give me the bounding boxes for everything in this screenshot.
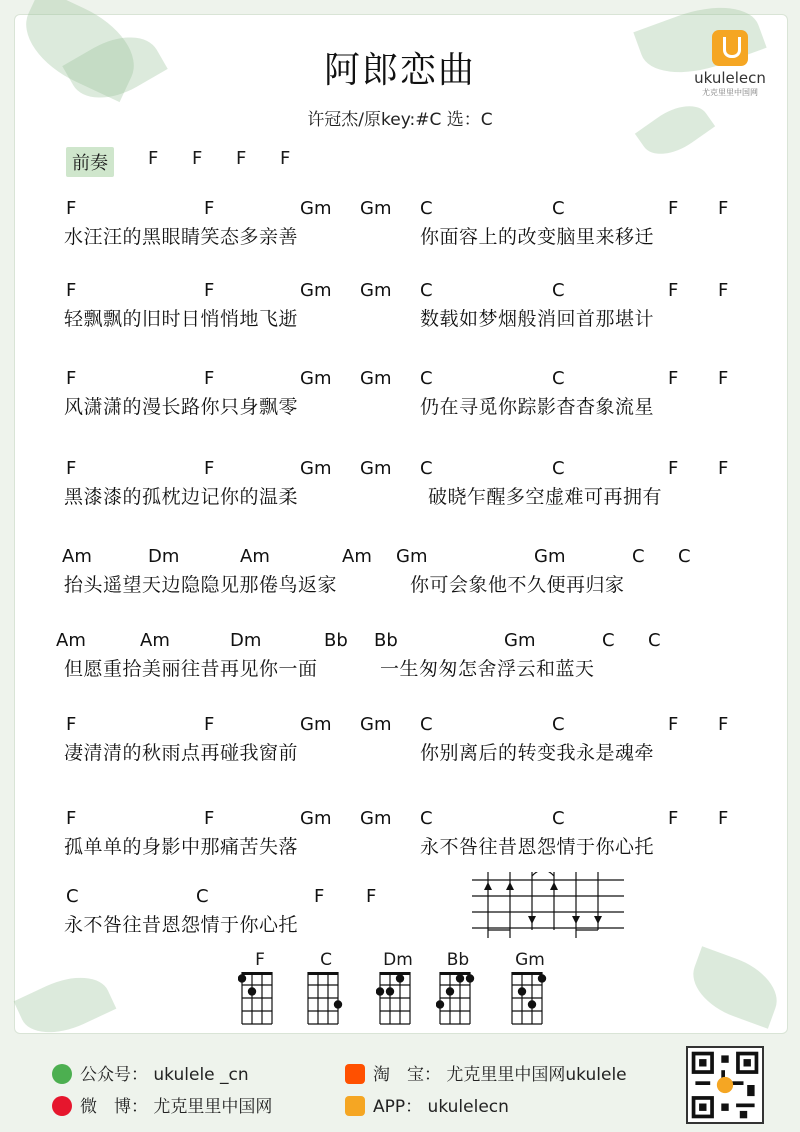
chord-label: F [66, 458, 77, 479]
lyric-right: 你面容上的改变脑里来移迁 [420, 226, 655, 248]
lyric-left: 抬头遥望天边隐隐见那倦鸟返家 [64, 574, 338, 596]
chord-label: C [552, 368, 565, 389]
chord-label: C [420, 714, 433, 735]
intro-chord: F [280, 148, 291, 169]
taobao-value: 尤克里里中国网ukulele [446, 1065, 627, 1085]
brand-logo[interactable] [690, 30, 770, 98]
chord-label: C [66, 886, 79, 907]
taobao-label: 淘 宝： [373, 1065, 441, 1085]
lyric-right: 一生匆匆怎舍浮云和蓝天 [380, 658, 595, 680]
finger-dot [466, 974, 474, 982]
fretboard [238, 970, 278, 1026]
wechat-icon [52, 1064, 72, 1084]
footer-app[interactable] [345, 1092, 509, 1117]
chord-label: C [552, 458, 565, 479]
lyric-right: 永不咎往昔恩怨情于你心托 [420, 836, 655, 858]
chord-label: C [632, 546, 645, 567]
finger-dot [528, 1000, 536, 1008]
ukulele-logo-icon [712, 30, 748, 66]
chord-label: F [66, 714, 77, 735]
chord-label: C [420, 368, 433, 389]
footer-wechat[interactable] [52, 1060, 249, 1085]
logo-subtitle: 尤克里里中国网 [702, 88, 758, 97]
finger-dot [334, 1000, 342, 1008]
chord-label: C [552, 714, 565, 735]
chord-label: F [204, 458, 215, 479]
chord-diagram-name: Dm [383, 950, 413, 970]
chord-label: Dm [230, 630, 262, 651]
chord-label: Gm [504, 630, 536, 651]
intro-chord: F [236, 148, 247, 169]
chord-label: Gm [360, 280, 392, 301]
finger-dot [538, 974, 546, 982]
chord-label: F [66, 368, 77, 389]
qr-code[interactable] [686, 1046, 764, 1124]
chord-label: F [66, 198, 77, 219]
finger-dot [518, 987, 526, 995]
app-value: ukulelecn [427, 1097, 509, 1117]
lyric-left: 轻飘飘的旧时日悄悄地飞逝 [64, 308, 299, 330]
chord-label: C [420, 808, 433, 829]
intro-chord: F [192, 148, 203, 169]
chord-label: Gm [300, 808, 332, 829]
chord-label: F [668, 714, 679, 735]
app-icon [345, 1096, 365, 1116]
fretboard [436, 970, 476, 1026]
chord-label: C [678, 546, 691, 567]
lyric-right: 你别离后的转变我永是魂牵 [420, 742, 655, 764]
chord-label: C [420, 280, 433, 301]
chord-label: F [204, 808, 215, 829]
song-title: 阿郎恋曲 [323, 50, 476, 91]
chord-diagram [436, 950, 480, 1030]
lyric-right: 破晓乍醒多空虚难可再拥有 [428, 486, 663, 508]
chord-label: Gm [300, 198, 332, 219]
intro-label: 前奏 [66, 147, 114, 177]
lyric-left: 但愿重拾美丽往昔再见你一面 [64, 658, 318, 680]
finger-dot [456, 974, 464, 982]
chord-label: F [718, 808, 729, 829]
wechat-value: ukulele _cn [153, 1065, 249, 1085]
chord-label: F [668, 280, 679, 301]
fretboard [508, 970, 548, 1026]
chord-label: Bb [374, 630, 398, 651]
app-label: APP： [373, 1097, 423, 1117]
finger-dot [248, 987, 256, 995]
chord-label: Gm [396, 546, 428, 567]
logo-name: ukulelecn [694, 69, 766, 87]
lyric-left: 黑漆漆的孤枕边记你的温柔 [64, 486, 299, 508]
finger-dot [436, 1000, 444, 1008]
chord-label: C [552, 280, 565, 301]
chord-label: F [66, 280, 77, 301]
chord-label: Am [342, 546, 372, 567]
fretboard [304, 970, 344, 1026]
chord-label: F [718, 458, 729, 479]
chord-label: F [66, 808, 77, 829]
chord-diagram [376, 950, 420, 1030]
chord-label: F [668, 368, 679, 389]
wechat-label: 公众号： [80, 1065, 148, 1085]
chord-label: Am [56, 630, 86, 651]
strumming-pattern [472, 872, 624, 940]
lyric-left: 永不咎往昔恩怨情于你心托 [64, 914, 299, 936]
lyric-left: 孤单单的身影中那痛苦失落 [64, 836, 299, 858]
chord-diagram-name: F [255, 950, 265, 970]
finger-dot [238, 974, 246, 982]
chord-diagram-name: C [320, 950, 332, 970]
lyric-left: 凄清清的秋雨点再碰我窗前 [64, 742, 299, 764]
chord-label: Gm [300, 458, 332, 479]
chord-label: F [668, 808, 679, 829]
taobao-icon [345, 1064, 365, 1084]
chord-label: Gm [360, 368, 392, 389]
finger-dot [386, 987, 394, 995]
chord-label: Am [240, 546, 270, 567]
chord-label: C [648, 630, 661, 651]
chord-label: F [204, 368, 215, 389]
chord-label: Gm [534, 546, 566, 567]
chord-label: Gm [360, 198, 392, 219]
chord-label: Gm [360, 808, 392, 829]
footer-taobao[interactable] [345, 1060, 627, 1085]
lyric-right: 仍在寻觅你踪影杳杳象流星 [420, 396, 655, 418]
weibo-value: 尤克里里中国网 [153, 1097, 273, 1117]
lyric-right: 数载如梦烟般消回首那堪计 [420, 308, 655, 330]
chord-label: F [204, 198, 215, 219]
sheet-background [14, 14, 788, 1034]
chord-label: Gm [360, 458, 392, 479]
footer [0, 1040, 800, 1132]
chord-label: F [718, 368, 729, 389]
chord-label: F [668, 198, 679, 219]
chord-label: F [718, 280, 729, 301]
chord-label: Gm [300, 714, 332, 735]
chord-label: C [552, 198, 565, 219]
chord-label: F [366, 886, 377, 907]
chord-label: C [196, 886, 209, 907]
chord-label: Bb [324, 630, 348, 651]
chord-label: C [552, 808, 565, 829]
intro-chord: F [148, 148, 159, 169]
footer-weibo[interactable] [52, 1092, 272, 1117]
lyric-left: 水汪汪的黑眼睛笑态多亲善 [64, 226, 299, 248]
chord-label: F [314, 886, 325, 907]
chord-label: C [420, 458, 433, 479]
chord-label: Am [62, 546, 92, 567]
lyric-right: 你可会象他不久便再归家 [410, 574, 625, 596]
intro-chords [148, 148, 324, 169]
chord-label: Gm [360, 714, 392, 735]
chord-diagram [304, 950, 348, 1030]
lyric-left: 风潇潇的漫长路你只身飘零 [64, 396, 299, 418]
chord-label: F [668, 458, 679, 479]
chord-label: Am [140, 630, 170, 651]
song-subtitle: 许冠杰/原key:#C 选：C [307, 110, 493, 130]
finger-dot [446, 987, 454, 995]
chord-label: F [718, 714, 729, 735]
chord-label: F [204, 714, 215, 735]
chord-diagram-name: Bb [446, 950, 470, 970]
weibo-icon [52, 1096, 72, 1116]
chord-label: C [420, 198, 433, 219]
chord-label: Gm [300, 280, 332, 301]
chord-label: F [718, 198, 729, 219]
chord-label: Gm [300, 368, 332, 389]
finger-dot [396, 974, 404, 982]
chord-diagram-name: Gm [515, 950, 545, 970]
weibo-label: 微 博： [80, 1097, 148, 1117]
chord-label: F [204, 280, 215, 301]
fretboard [376, 970, 416, 1026]
chord-label: Dm [148, 546, 180, 567]
finger-dot [376, 987, 384, 995]
chord-label: C [602, 630, 615, 651]
chord-diagram [508, 950, 552, 1030]
chord-diagram [238, 950, 282, 1030]
